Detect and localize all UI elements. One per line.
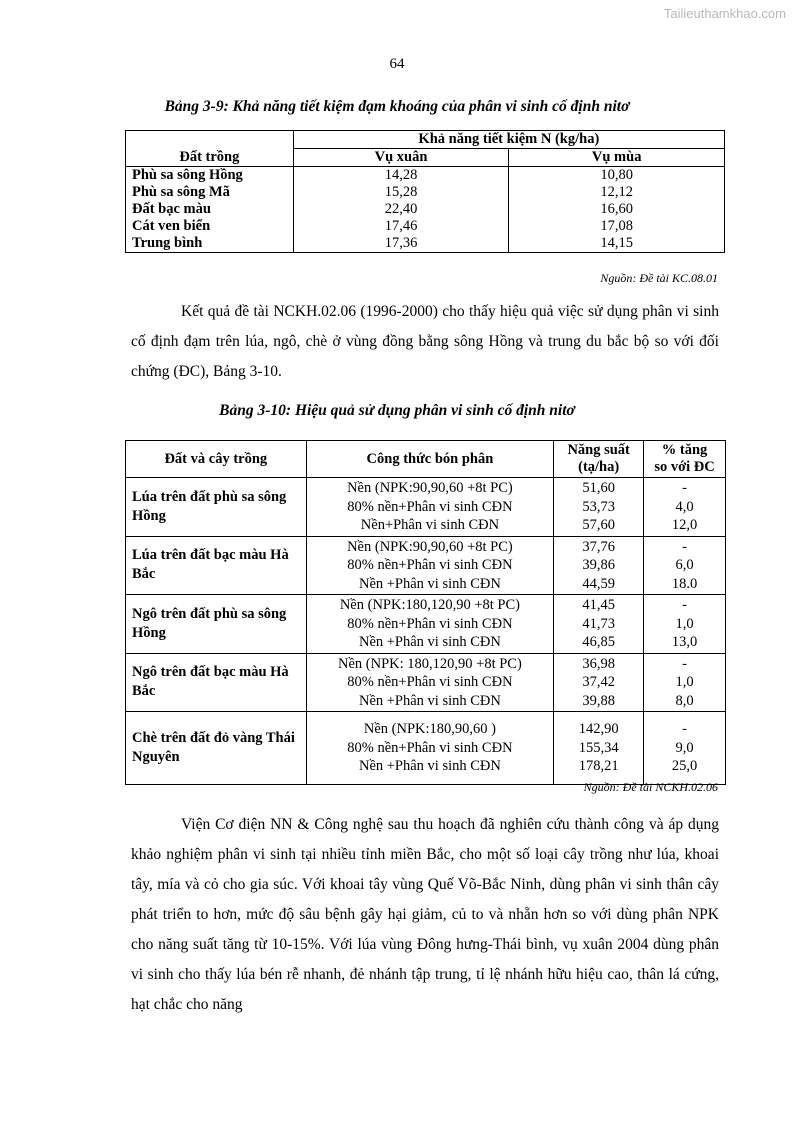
- yield-value: 41,45: [582, 597, 615, 613]
- yield-value: 39,86: [582, 557, 615, 573]
- yield-label: Năng suất: [567, 442, 630, 458]
- pct-value: 13,0: [671, 634, 698, 650]
- formula: Nền +Phân vi sinh CĐN: [358, 692, 501, 709]
- biofertilizer-efficiency-table: [125, 440, 726, 785]
- table-row: [126, 235, 725, 253]
- yield-cell: [554, 478, 644, 537]
- pct-value: 12,0: [671, 517, 698, 533]
- formula-cell: [306, 653, 554, 712]
- table-row: [126, 536, 726, 595]
- autumn-value: 14,15: [509, 235, 725, 253]
- table-row: [126, 184, 725, 201]
- formula: Nền +Phân vi sinh CĐN: [358, 575, 501, 592]
- formula: 80% nền+Phân vi sinh CĐN: [347, 498, 513, 515]
- table-row: [126, 218, 725, 235]
- paragraph-text: Kết quả đề tài NCKH.02.06 (1996-2000) cho thấy hiệu quả việc sử dụng phân vi sinh cố định đạm trên lúa, ngô, chè ở vùng đồng bằng sông Hồng và trung du bắc bộ so với đối chứng (ĐC), Bảng 3-10.: [131, 303, 719, 380]
- crop-name: Ngô trên đất phù sa sông Hồng: [126, 595, 307, 654]
- pct-value: -: [682, 480, 687, 496]
- pct-value: 6,0: [675, 557, 694, 573]
- formula-cell: [306, 595, 554, 654]
- pct-cell: [644, 536, 726, 595]
- yield-value: 37,76: [582, 538, 615, 555]
- yield-cell: [554, 653, 644, 712]
- yield-unit: (tạ/ha): [578, 459, 620, 475]
- pct-cell: [644, 712, 726, 785]
- table2-caption: Bảng 3-10: Hiệu quả sử dụng phân vi sinh cố định nitơ: [219, 402, 575, 419]
- yield-value: 46,85: [582, 634, 615, 650]
- yield-cell: [554, 536, 644, 595]
- soil-name: Trung bình: [126, 235, 294, 253]
- col-header-yield: [554, 441, 644, 478]
- yield-value: 142,90: [578, 721, 619, 737]
- formula: 80% nền+Phân vi sinh CĐN: [347, 674, 513, 690]
- yield-value: 36,98: [582, 655, 615, 672]
- table1-source: Nguồn: Đề tài KC.08.01: [600, 271, 718, 285]
- pct-cell: [644, 478, 726, 537]
- spring-value: 22,40: [293, 201, 509, 218]
- soil-name: Phù sa sông Hồng: [126, 167, 294, 185]
- table-row: [126, 201, 725, 218]
- col-header-crop: Đất và cây trồng: [126, 441, 307, 478]
- yield-value: 51,60: [582, 480, 615, 496]
- page-number: 64: [389, 56, 405, 72]
- autumn-value: 17,08: [509, 218, 725, 235]
- body-paragraph: [131, 297, 719, 387]
- formula: 80% nền+Phân vi sinh CĐN: [347, 557, 513, 573]
- formula: Nền (NPK: 180,120,90 +8t PC): [338, 655, 522, 672]
- yield-value: 41,73: [582, 615, 615, 632]
- yield-value: 44,59: [582, 575, 615, 592]
- pct-value: 4,0: [675, 498, 694, 515]
- soil-name: Phù sa sông Mã: [126, 184, 294, 201]
- soil-name: Cát ven biển: [126, 218, 294, 235]
- yield-value: 178,21: [578, 758, 619, 774]
- yield-cell: [554, 595, 644, 654]
- yield-value: 53,73: [582, 498, 615, 515]
- yield-value: 39,88: [582, 692, 615, 709]
- col-header-autumn: Vụ mùa: [509, 149, 725, 167]
- formula: Nền (NPK:90,90,60 +8t PC): [347, 538, 513, 555]
- formula-cell: [306, 536, 554, 595]
- pct-value: -: [682, 721, 687, 737]
- table-row: [126, 167, 725, 185]
- pct-value: -: [682, 597, 687, 613]
- paragraph-text: Viện Cơ điện NN & Công nghệ sau thu hoạch đã nghiên cứu thành công và áp dụng khảo nghiệm phân vi sinh tại nhiều tỉnh miền Bắc, cho một số loại cây trồng như lúa, khoai tây, mía và cỏ cho gia súc. Với khoai tây vùng Quế Võ-Bắc Ninh, dùng phân vi sinh thân cây phát triển to hơn, mức độ sâu bệnh gây hại giảm, củ to và nhẵn hơn so với dùng phân NPK cho năng suất tăng từ 10-15%. Với lúa vùng Đông hưng-Thái bình, vụ xuân 2004 dùng phân vi sinh cho thấy lúa bén rễ nhanh, đẻ nhánh tập trung, tỉ lệ nhánh hữu hiệu cao, thân lá cứng, hạt chắc cho năng: [131, 816, 719, 1013]
- soil-name: Đất bạc màu: [126, 201, 294, 218]
- pct-value: 1,0: [675, 615, 694, 632]
- spring-value: 15,28: [293, 184, 509, 201]
- col-header-formula: Công thức bón phân: [306, 441, 554, 478]
- col-header-pct: [644, 441, 726, 478]
- autumn-value: 10,80: [509, 167, 725, 185]
- pct-cell: [644, 653, 726, 712]
- pct-value: -: [682, 655, 687, 672]
- col-header-spring: Vụ xuân: [293, 149, 509, 167]
- table2-source: Nguồn: Đề tài NCKH.02.06: [583, 780, 718, 794]
- yield-value: 57,60: [582, 517, 615, 533]
- formula-cell: [306, 478, 554, 537]
- formula-cell: [306, 712, 554, 785]
- spring-value: 17,46: [293, 218, 509, 235]
- formula: Nền (NPK:180,90,60 ): [363, 721, 496, 737]
- table-row: [126, 595, 726, 654]
- pct-value: 9,0: [675, 739, 694, 756]
- table-row: [126, 653, 726, 712]
- yield-value: 37,42: [582, 674, 615, 690]
- crop-name: Chè trên đất đỏ vàng Thái Nguyên: [126, 712, 307, 785]
- body-paragraph: [131, 810, 719, 1020]
- crop-name: Ngô trên đất bạc màu Hà Bắc: [126, 653, 307, 712]
- nitrogen-saving-table: [125, 130, 725, 253]
- formula: 80% nền+Phân vi sinh CĐN: [347, 739, 513, 756]
- pct-label: % tăng: [661, 442, 708, 458]
- formula: Nền (NPK:180,120,90 +8t PC): [339, 597, 520, 613]
- pct-value: -: [682, 538, 687, 555]
- yield-value: 155,34: [578, 739, 619, 756]
- pct-value: 8,0: [675, 692, 694, 709]
- autumn-value: 16,60: [509, 201, 725, 218]
- spring-value: 17,36: [293, 235, 509, 253]
- col-header-soil: Đất trồng: [126, 131, 294, 167]
- formula: Nền +Phân vi sinh CĐN: [358, 634, 501, 650]
- table-row: [126, 478, 726, 537]
- yield-cell: [554, 712, 644, 785]
- crop-name: Lúa trên đất bạc màu Hà Bắc: [126, 536, 307, 595]
- formula: 80% nền+Phân vi sinh CĐN: [347, 615, 513, 632]
- table1-caption: Bảng 3-9: Khả năng tiết kiệm đạm khoáng của phân vi sinh cố định nitơ: [164, 98, 630, 115]
- pct-value: 1,0: [675, 674, 694, 690]
- pct-cell: [644, 595, 726, 654]
- formula: Nền+Phân vi sinh CĐN: [360, 517, 500, 533]
- spring-value: 14,28: [293, 167, 509, 185]
- formula: Nền +Phân vi sinh CĐN: [358, 758, 501, 774]
- pct-value: 18.0: [671, 575, 698, 592]
- pct-ref: so với ĐC: [654, 459, 715, 475]
- table-row: [126, 712, 726, 785]
- watermark: Tailieuthamkhao.com: [663, 6, 786, 21]
- col-header-group: Khả năng tiết kiệm N (kg/ha): [293, 131, 724, 149]
- autumn-value: 12,12: [509, 184, 725, 201]
- crop-name: Lúa trên đất phù sa sông Hồng: [126, 478, 307, 537]
- pct-value: 25,0: [671, 758, 698, 774]
- formula: Nền (NPK:90,90,60 +8t PC): [347, 480, 513, 496]
